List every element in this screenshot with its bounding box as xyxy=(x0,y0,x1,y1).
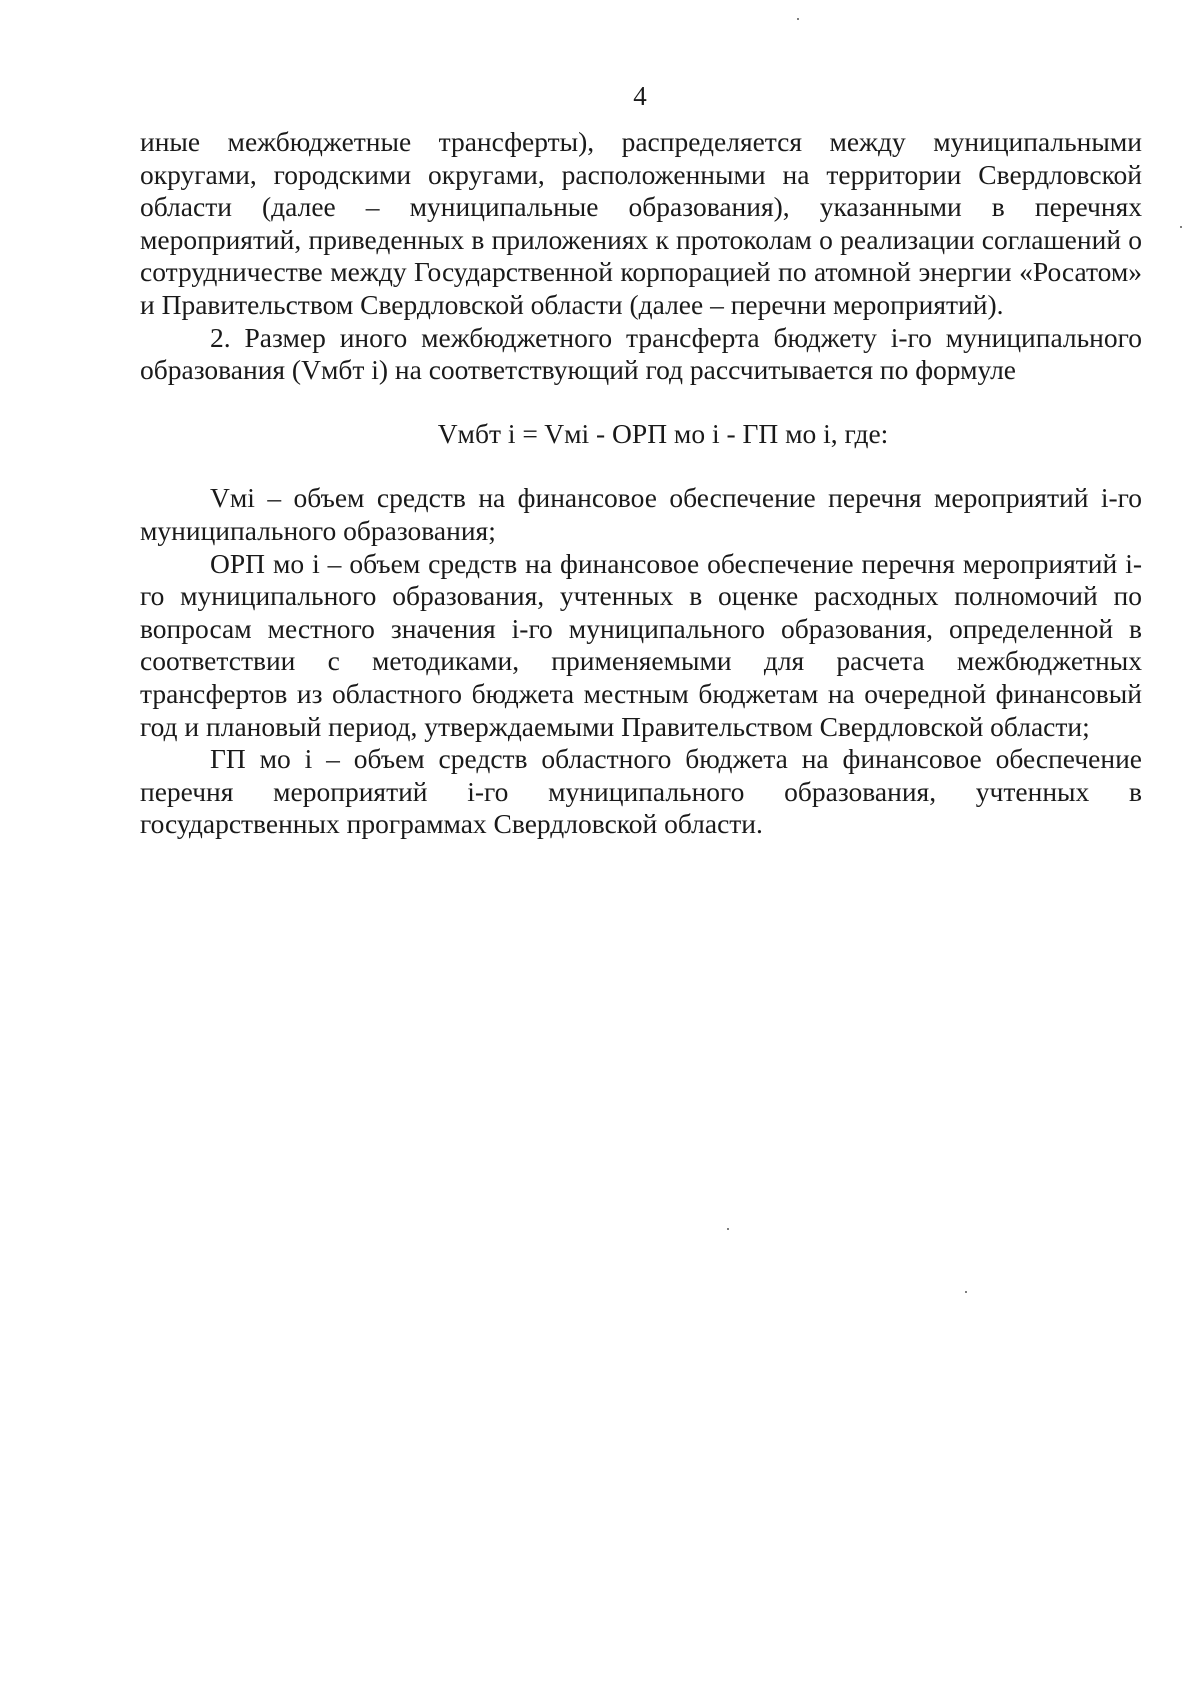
scan-speck xyxy=(965,1291,967,1293)
definition-gp: ГП мо i – объем средств областного бюджета на финансовое обеспечение перечня мероприятий i-го муниципального образования, учтенных в государственных программах Свердловской области. xyxy=(140,743,1142,840)
definition-orp: ОРП мо i – объем средств на финансовое обеспечение перечня мероприятий i-го муниципального образования, учтенных в оценке расходных полномочий по вопросам местного значения i-го муниципального образования, определенной в соответствии с методиками, применяемыми для расчета межбюджетных трансфертов из областного бюджета местным бюджетам на очередной финансовый год и плановый период, утверждаемыми Правительством Свердловской области; xyxy=(140,547,1142,742)
paragraph-continuation: иные межбюджетные трансферты), распределяется между муниципальными округами, городскими округами, расположенными на территории Свердловской области (далее – муниципальные образования), указанными в перечнях мероприятий, приведенных в приложениях к протоколам о реализации соглашений о сотрудничестве между Государственной корпорацией по атомной энергии «Росатом» и Правительством Свердловской области (далее – перечни мероприятий). xyxy=(140,126,1142,320)
page-number: 4 xyxy=(633,81,647,111)
scan-speck xyxy=(727,1228,729,1230)
scan-speck xyxy=(1180,226,1182,228)
scan-speck xyxy=(797,18,799,20)
formula: Vмбт i = Vмi - ОРП мо i - ГП мо i, где: xyxy=(437,417,889,449)
definition-vmi: Vмi – объем средств на финансовое обеспечение перечня мероприятий i-го муниципального образования; xyxy=(140,482,1142,546)
paragraph-item-2: 2. Размер иного межбюджетного трансферта бюджету i-го муниципального образования (Vмбт i) на соответствующий год рассчитывается по формуле xyxy=(140,321,1142,386)
document-body xyxy=(140,126,1142,841)
